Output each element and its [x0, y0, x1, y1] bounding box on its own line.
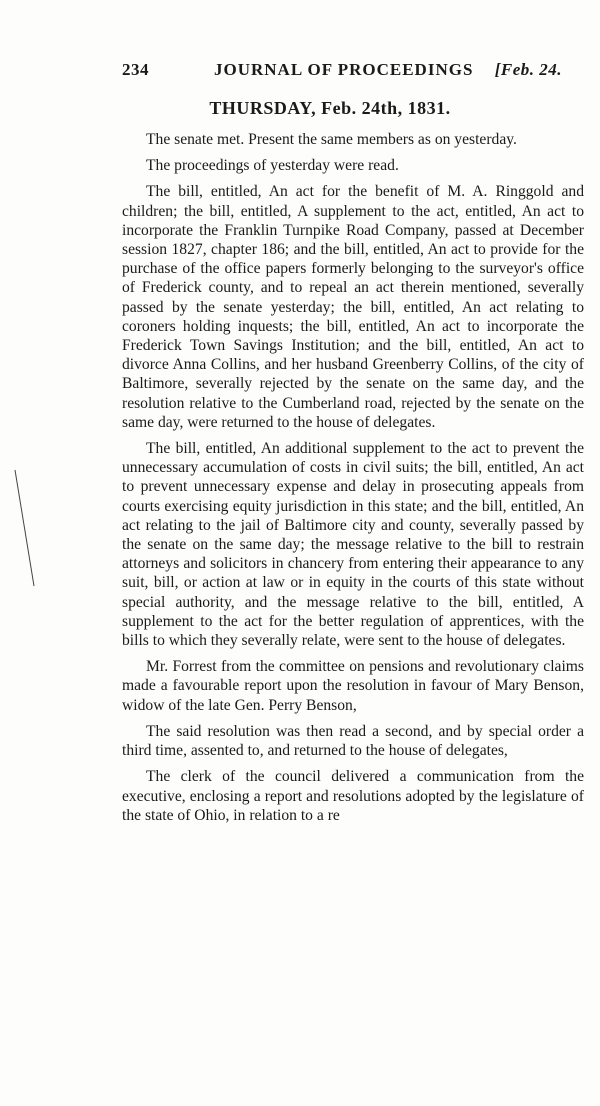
page-number: 234	[122, 60, 149, 79]
journal-title: JOURNAL OF PROCEEDINGS	[214, 60, 474, 79]
paragraph-proceedings-read: The proceedings of yesterday were read.	[146, 157, 399, 175]
paragraph-bills-returned: The bill, entitled, An act for the benefit of M. A. Ringgold and children; the bill, entitled, A supplement to the act, entitled, An act to incorporate the Franklin Turnpike Road Company, passed at December session 1827, chapter 186; and the bill, entitled, An act to provide for the purchase of the office papers formerly belonging to the surveyor's office of Frederick county, and to repeal an act therein mentioned, severally passed by the senate yesterday; the bill, entitled, An act relating to coroners holding inquests; the bill, entitled, An act to incorporate the Frederick Town Savings Institution; and the bill, entitled, An act to divorce Anna Collins, and her husband Greenberry Collins, of the city of Baltimore, severally rejected by the senate on the same day, and the resolution relative to the Cumberland road, rejected by the senate on the same day, were returned to the house of delegates.	[122, 183, 584, 431]
running-head	[122, 60, 562, 84]
body-text	[122, 130, 584, 832]
paragraph-clerk-communication: The clerk of the council delivered a communication from the executive, enclosing a report and resolutions adopted by the legislature of the state of Ohio, in relation to a re	[122, 768, 584, 824]
paragraph-forrest-report: Mr. Forrest from the committee on pensions and revolutionary claims made a favourable report upon the resolution in favour of Mary Benson, widow of the late Gen. Perry Benson,	[122, 658, 584, 714]
paragraph-senate-met: The senate met. Present the same members as on yesterday.	[146, 131, 517, 148]
date-heading: THURSDAY, Feb. 24th, 1831.	[209, 98, 451, 118]
margin-pencil-mark	[12, 468, 38, 588]
paragraph-resolution-read: The said resolution was then read a second, and by special order a third time, assented to, and returned to the house of delegates,	[122, 722, 584, 760]
date-mark: [Feb. 24.	[494, 60, 562, 79]
paragraph-bills-sent: The bill, entitled, An additional supplement to the act to prevent the unnecessary accumulation of costs in civil suits; the bill, entitled, An act to prevent unnecessary expense and delay in prosecuting appeals from courts exercising equity jurisdiction in this state; and the bill, entitled, An act relating to the jail of Baltimore city and county, severally passed by the senate on the same day; the message relative to the bill to restrain attorneys and solicitors in chancery from entering their appearance to any suit, bill, or action at law or in equity in the courts of this state without special authority, and the message relative to the bill, entitled, A supplement to the act for the better regulation of apprentices, with the bills to which they severally relate, were sent to the house of delegates.	[122, 440, 584, 650]
